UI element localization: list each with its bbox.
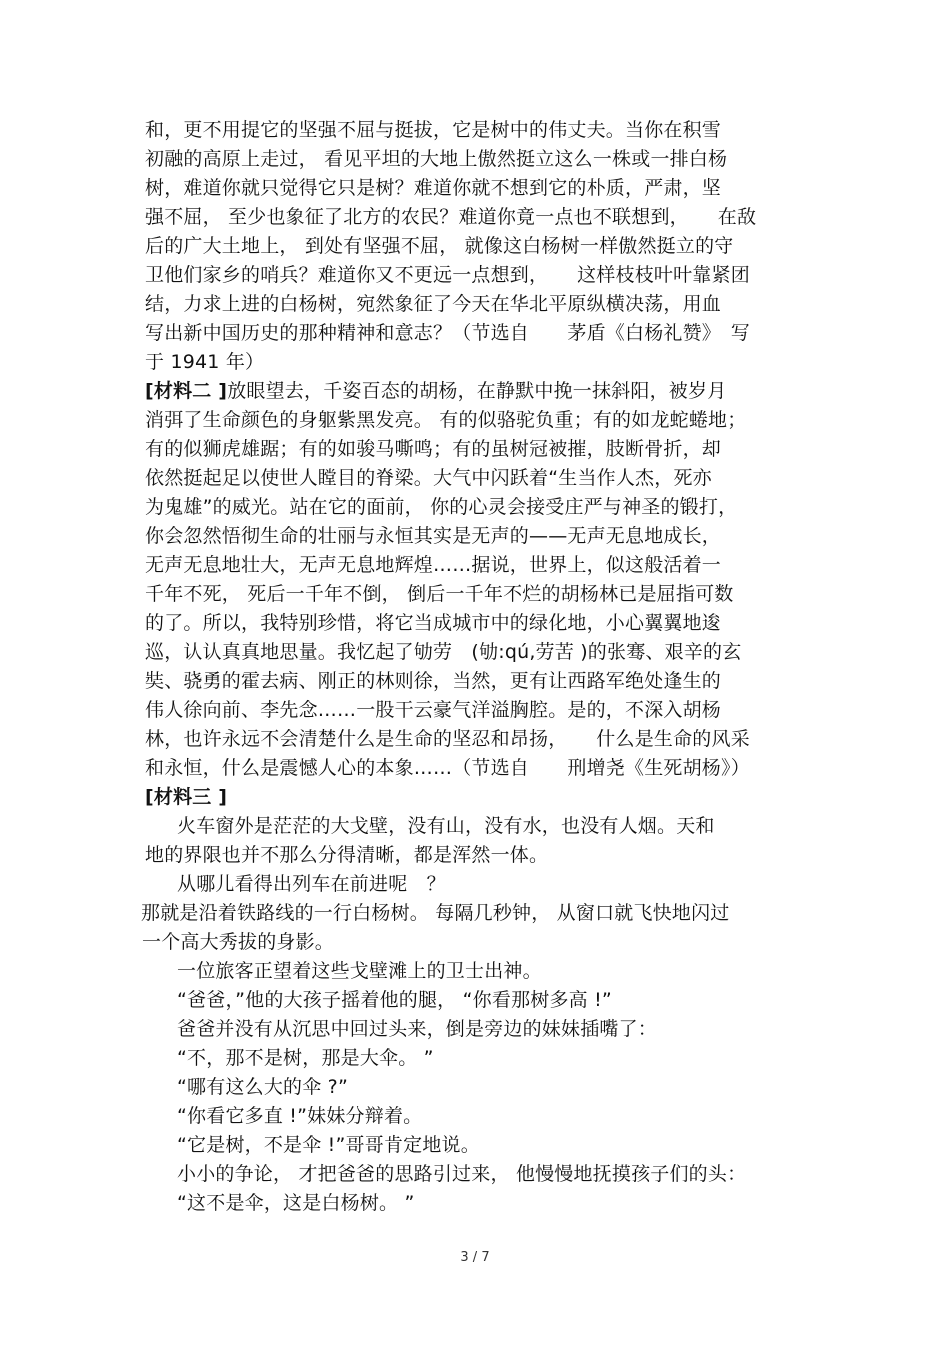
text-line: 你会忽然悟彻生命的壮丽与永恒其实是无声的——无声无息地成长，: [145, 525, 722, 547]
text-line: “它是树，不是伞 !”哥哥肯定地说。: [177, 1134, 480, 1156]
text-line: 小小的争论， 才把爸爸的思路引过来， 他慢慢地抚摸孩子们的头：: [177, 1163, 747, 1185]
text-line: 为鬼雄”的威光。站在它的面前， 你的心灵会接受庄严与神圣的锻打，: [145, 496, 738, 518]
text-line: “这不是伞，这是白杨树。 ”: [177, 1192, 415, 1214]
material-text: 放眼望去，千姿百态的胡杨，在静默中挽一抹斜阳，被岁月: [227, 380, 727, 402]
text-line: 的了。所以，我特别珍惜，将它当成城市中的绿化地，小心翼翼地逡: [145, 612, 722, 634]
text-line: 奘、骁勇的霍去病、刚正的林则徐，当然，更有让西路军绝处逢生的: [145, 670, 722, 692]
text-line: 写出新中国历史的那种精神和意志？（节选自 茅盾《白杨礼赞》 写: [145, 322, 750, 344]
text-line: 那就是沿着铁路线的一行白杨树。 每隔几秒钟， 从窗口就飞快地闪过: [141, 902, 730, 924]
text-line: 和永恒，什么是震憾人心的本象……（节选自 刑增尧《生死胡杨》）: [145, 757, 750, 779]
text-line: 一位旅客正望着这些戈壁滩上的卫士出神。: [177, 960, 542, 982]
text-line: 无声无息地壮大，无声无息地辉煌……据说，世界上，似这般活着一: [145, 554, 722, 576]
text-line: [145, 377, 825, 406]
text-line: 一个高大秀拔的身影。: [142, 931, 335, 953]
text-line: 依然挺起足以使世人瞠目的脊梁。大气中闪跃着“生当作人杰，死亦: [145, 467, 712, 489]
text-line: [材料三 ]: [145, 786, 228, 808]
text-line: 林，也许永远不会清楚什么是生命的坚忍和昂扬， 什么是生命的风采: [145, 728, 750, 750]
text-line: 消弭了生命颜色的身躯紫黑发亮。 有的似骆驼负重；有的如龙蛇蜷地；: [145, 409, 747, 431]
text-line: 强不屈， 至少也象征了北方的农民？难道你竟一点也不联想到， 在敌: [145, 206, 757, 228]
text-line: 火车窗外是茫茫的大戈壁，没有山，没有水，也没有人烟。天和: [177, 815, 715, 837]
text-line: “哪有这么大的伞 ?”: [177, 1076, 349, 1098]
text-line: “你看它多直 !”妹妹分辩着。: [177, 1105, 423, 1127]
text-line: 和，更不用提它的坚强不屈与挺拔，它是树中的伟丈夫。当你在积雪: [145, 119, 722, 141]
text-line: 伟人徐向前、李先念……一股干云豪气洋溢胸腔。是的，不深入胡杨: [145, 699, 722, 721]
text-line: “爸爸，”他的大孩子摇着他的腿， “你看那树多高 !”: [177, 989, 612, 1011]
text-line: 巡，认认真真地思量。我忆起了劬劳 (劬:qú,劳苦 )的张骞、艰辛的玄: [145, 641, 742, 663]
text-line: 卫他们家乡的哨兵？难道你又不更远一点想到， 这样枝枝叶叶靠紧团: [145, 264, 750, 286]
body-text: [141, 116, 825, 1218]
text-line: 树，难道你就只觉得它只是树？难道你就不想到它的朴质，严肃，坚: [145, 177, 722, 199]
page-number: 3 / 7: [460, 1250, 490, 1265]
text-line: 结，力求上进的白杨树，宛然象征了今天在华北平原纵横决荡，用血: [145, 293, 722, 315]
text-line: 于 1941 年）: [145, 351, 265, 373]
material-label: [材料二 ]: [145, 380, 228, 402]
text-line: 初融的高原上走过， 看见平坦的大地上傲然挺立这么一株或一排白杨: [145, 148, 728, 170]
text-line: 有的似狮虎雄踞；有的如骏马嘶鸣；有的虽树冠被摧，肢断骨折，却: [145, 438, 722, 460]
text-line: 后的广大土地上， 到处有坚强不屈， 就像这白杨树一样傲然挺立的守: [145, 235, 734, 257]
text-line: 从哪儿看得出列车在前进呢 ？: [177, 873, 446, 895]
text-line: 地的界限也并不那么分得清晰，都是浑然一体。: [145, 844, 549, 866]
text-line: 千年不死， 死后一千年不倒， 倒后一千年不烂的胡杨林已是屈指可数: [145, 583, 734, 605]
text-line: “不，那不是树，那是大伞。 ”: [177, 1047, 434, 1069]
text-line: 爸爸并没有从沉思中回过头来，倒是旁边的妹妹插嘴了：: [177, 1018, 658, 1040]
